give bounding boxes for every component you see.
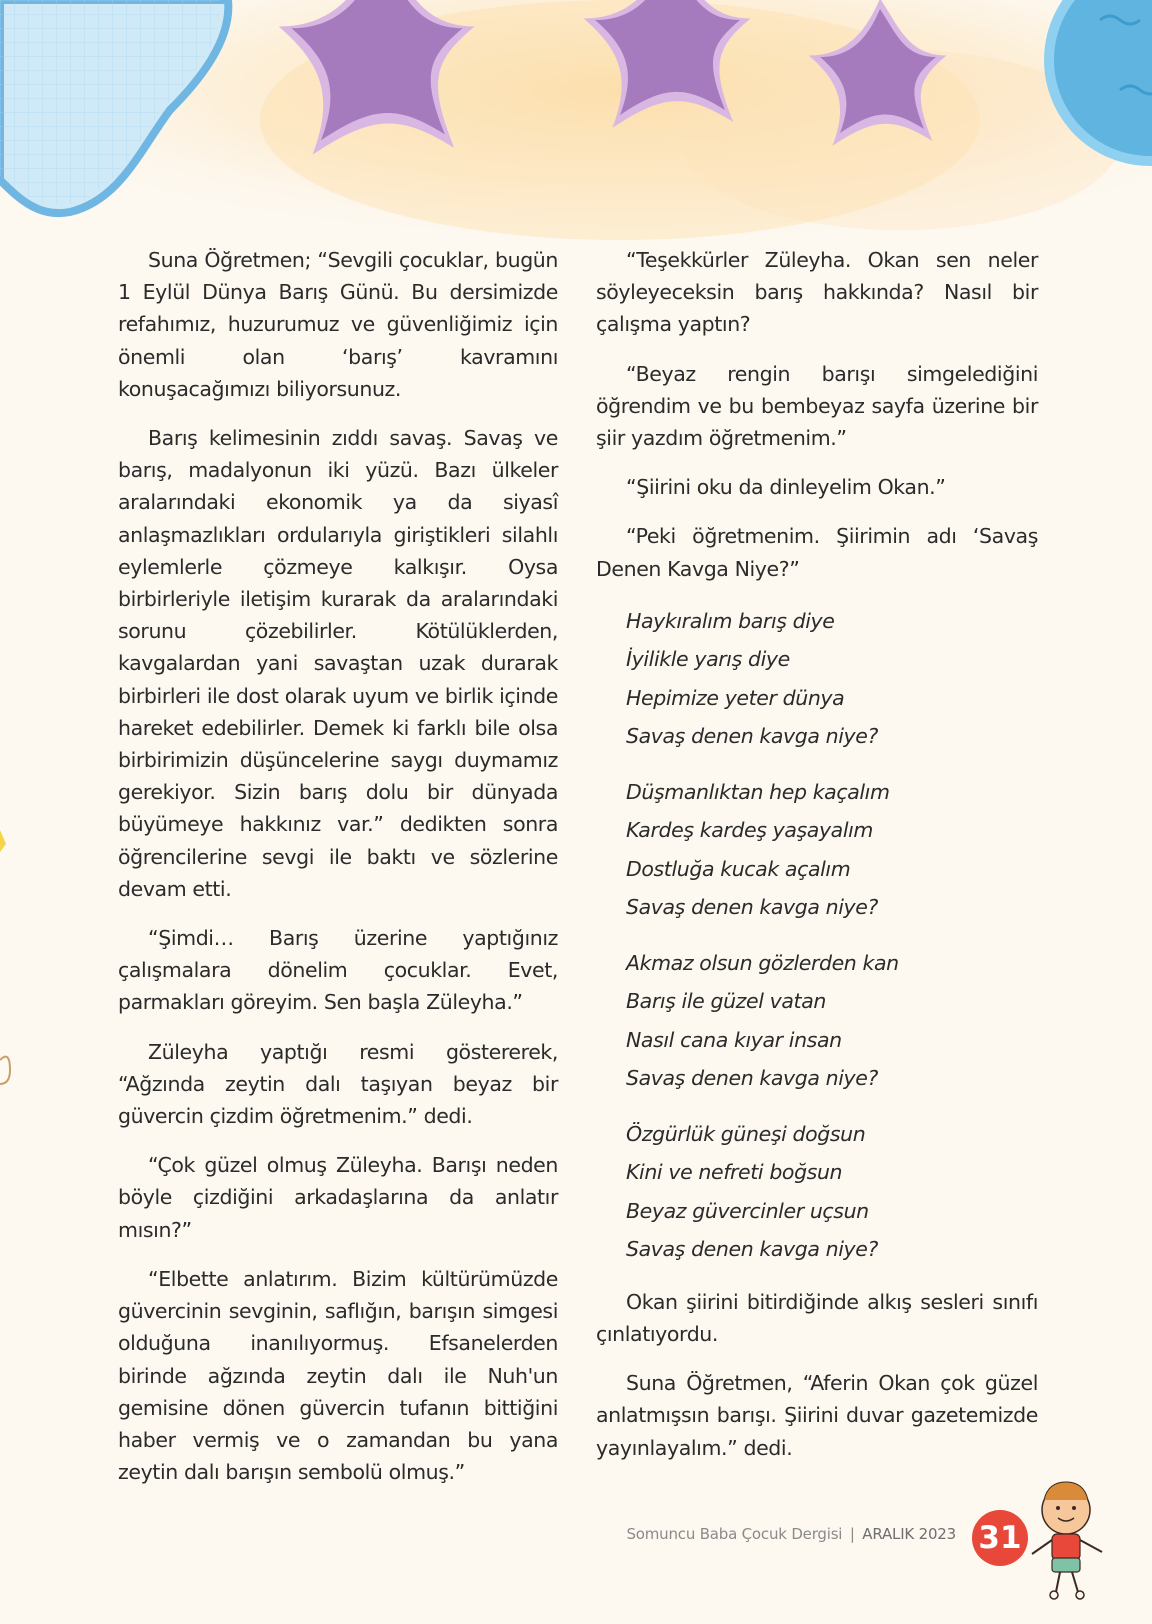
poem-line: Akmaz olsun gözlerden kan (626, 950, 899, 975)
paragraph: Suna Öğretmen; “Sevgili çocuklar, bugün 1 Eylül Dünya Barış Günü. Bu dersimizde refahımız, huzurumuz ve güvenliğimiz için önemli olan ‘barış’ kavramını konuşacağımızı biliyorsunuz. (118, 248, 558, 401)
poem-line: Savaş denen kavga niye? (626, 1237, 878, 1262)
page-number: 31 (972, 1510, 1028, 1566)
paragraph: Okan şiirini bitirdiğinde alkış sesleri sınıfı çınlatıyordu. (596, 1289, 1038, 1347)
poem-line: Kini ve nefreti boğsun (626, 1160, 843, 1185)
poem-stanza (626, 944, 1038, 1098)
paragraph: Suna Öğretmen, “Aferin Okan çok güzel anlatmışsın barışı. Şiirini duvar gazetemizde yayınlayalım.” dedi. (596, 1371, 1038, 1460)
poem-line: Haykıralım barış diye (626, 608, 835, 633)
paragraph: Züleyha yaptığı resmi göstererek, “Ağzında zeytin dalı taşıyan beyaz bir güvercin çizdim öğretmenim.” dedi. (118, 1039, 558, 1129)
footer-separator: | (849, 1525, 855, 1543)
paragraph: “Teşekkürler Züleyha. Okan sen neler söyleyeceksin barış hakkında? Nasıl bir çalışma yaptın? (596, 248, 1038, 337)
poem-line: Barış ile güzel vatan (626, 989, 826, 1014)
poem-line: Dostluğa kucak açalım (626, 856, 851, 881)
poem-line: Özgürlük güneşi doğsun (626, 1121, 866, 1146)
paragraph: “Elbette anlatırım. Bizim kültürümüzde güvercinin sevginin, saflığın, barışın simgesi olduğuna inanılıyormuş. Efsanelerden birinde ağzında zeytin dalı ile Nuh'un gemisine dönen güvercin tufanın bittiğini haber vermiş ve o zamandan bu yana zeytin dalı barışın sembolü olmuş.” (118, 1266, 558, 1485)
poem-stanza (626, 602, 1038, 756)
poem-stanza (626, 773, 1038, 927)
poem-line: İyilikle yarış diye (626, 647, 790, 672)
right-column (596, 244, 1038, 1481)
poem-line: Nasıl cana kıyar insan (626, 1027, 842, 1052)
cartoon-child-icon (1026, 1478, 1116, 1608)
poem-line: Beyaz güvercinler uçsun (626, 1198, 869, 1223)
left-column (118, 244, 558, 1505)
poem-stanza (626, 1115, 1038, 1269)
edge-decoration (0, 830, 20, 1130)
paragraph: Barış kelimesinin zıddı savaş. Savaş ve barış, madalyonun iki yüzü. Bazı ülkeler aralarındaki ekonomik ya da siyasî anlaşmazlıkları ordularıyla giriştikleri silahlı eylemlerle çözmeye kalkışır. Oysa birbirleriyle iletişim kurarak da aralarındaki sorunu çözebilirler. Kötülüklerden, kavgalardan yani savaştan uzak durarak birbirleri ile dost olarak uyum ve birlik içinde hareket edebilirler. Demek ki farklı bile olsa birbirimizin düşüncelerine saygı duymamız gerekiyor. Sizin barış dolu bir dünyada büyümeye hakkınız var.” dedikten sonra öğrencilerine sevgi ile baktı ve sözlerine devam etti. (118, 426, 558, 901)
poem-line: Savaş denen kavga niye? (626, 895, 878, 920)
issue-date: ARALIK 2023 (862, 1525, 956, 1543)
paragraph: “Şimdi… Barış üzerine yaptığınız çalışmalara dönelim çocuklar. Evet, parmakları göreyim. Sen başla Züleyha.” (118, 926, 558, 1015)
header-illustration (0, 0, 1152, 260)
paragraph: “Çok güzel olmuş Züleyha. Barışı neden böyle çizdiğini arkadaşlarına da anlatır mısın?” (118, 1153, 558, 1242)
poem-line: Düşmanlıktan hep kaçalım (626, 779, 890, 804)
poem-line: Kardeş kardeş yaşayalım (626, 818, 874, 843)
poem-line: Savaş denen kavga niye? (626, 724, 878, 749)
paragraph: “Peki öğretmenim. Şiirimin adı ‘Savaş Denen Kavga Niye?” (596, 524, 1038, 581)
poem-line: Savaş denen kavga niye? (626, 1066, 878, 1091)
paragraph: “Beyaz rengin barışı simgelediğini öğrendim ve bu bembeyaz sayfa üzerine bir şiir yazdım öğretmenim.” (596, 361, 1038, 451)
poem-line: Hepimize yeter dünya (626, 685, 845, 710)
paragraph: “Şiirini oku da dinleyelim Okan.” (626, 475, 946, 500)
footer (600, 1525, 956, 1543)
magazine-name: Somuncu Baba Çocuk Dergisi (626, 1525, 843, 1543)
